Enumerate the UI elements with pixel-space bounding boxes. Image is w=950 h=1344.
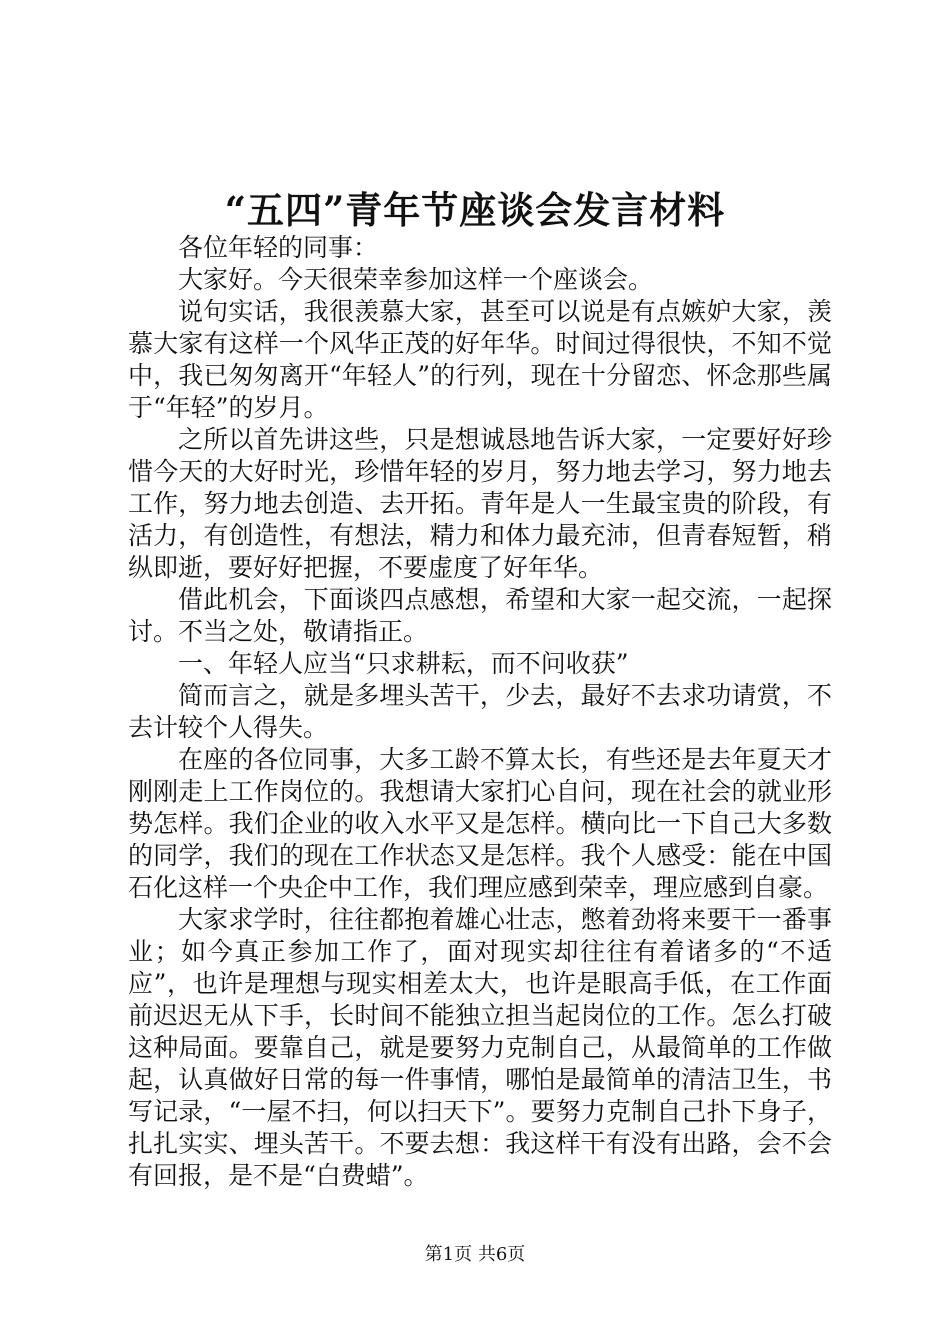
paragraph: 借此机会，下面谈四点感想，希望和大家一起交流，一起探讨。不当之处，敬请指正。 [128,585,832,646]
paragraph-salutation: 各位年轻的同事： [178,233,379,262]
paragraph: 说句实话，我很羡慕大家，甚至可以说是有点嫉妒大家，羡慕大家有这样一个风华正茂的好年华。时间过得很快，不知不觉中，我已匆匆离开“年轻人”的行列，现在十分留恋、怀念那些属于“年轻”的岁月。 [128,297,832,422]
section-heading: 一、年轻人应当“只求耕耘，而不问收获” [178,649,629,678]
page-number-footer: 第1页 共6页 [424,1244,526,1265]
document-title: “五四”青年节座谈会发言材料 [224,188,726,232]
paragraph: 简而言之，就是多埋头苦干，少去，最好不去求功请赏，不去计较个人得失。 [128,681,832,742]
paragraph: 大家求学时，往往都抱着雄心壮志，憋着劲将来要干一番事业；如今真正参加工作了，面对现实却往往有着诸多的“不适应”，也许是理想与现实相差太大，也许是眼高手低，在工作面前迟迟无从下手，长时间不能独立担当起岗位的工作。怎么打破这种局面。要靠自己，就是要努力克制自己，从最简单的工作做起，认真做好日常的每一件事情，哪怕是最简单的清洁卫生，书写记录，“一屋不扫，何以扫天下”。要努力克制自己扑下身子，扎扎实实、埋头苦干。不要去想：我这样干有没有出路，会不会有回报，是不是“白费蜡”。 [128,905,832,1190]
paragraph-greeting: 大家好。今天很荣幸参加这样一个座谈会。 [178,265,654,294]
document-body [128,232,832,1192]
paragraph: 在座的各位同事，大多工龄不算太长，有些还是去年夏天才刚刚走上工作岗位的。我想请大家扪心自问，现在社会的就业形势怎样。我们企业的收入水平又是怎样。横向比一下自己大多数的同学，我们的现在工作状态又是怎样。我个人感受：能在中国石化这样一个央企中工作，我们理应感到荣幸，理应感到自豪。 [128,745,832,902]
paragraph: 之所以首先讲这些，只是想诚恳地告诉大家，一定要好好珍惜今天的大好时光，珍惜年轻的岁月，努力地去学习，努力地去工作，努力地去创造、去开拓。青年是人一生最宝贵的阶段，有活力，有创造性，有想法，精力和体力最充沛，但青春短暂，稍纵即逝，要好好把握，不要虚度了好年华。 [128,425,832,582]
